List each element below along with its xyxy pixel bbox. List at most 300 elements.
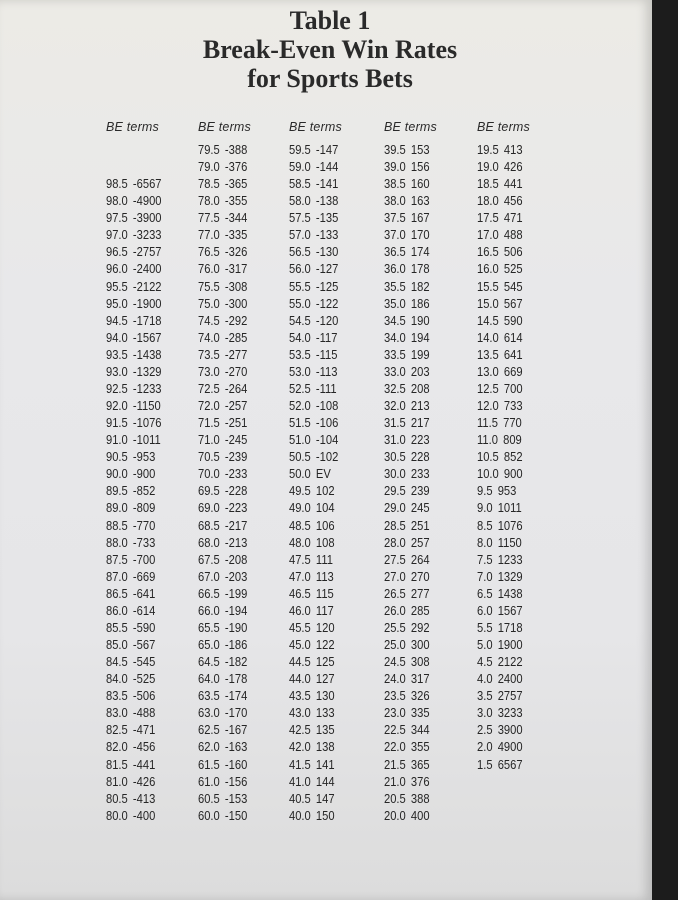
terms-value: 413 [503, 142, 523, 157]
terms-value: -178 [224, 671, 248, 687]
column-header: BE terms [384, 120, 437, 134]
be-value: 10.5 [477, 449, 499, 465]
be-value: 77.5 [198, 210, 220, 226]
terms-value: 292 [410, 619, 430, 635]
be-value: 28.5 [384, 517, 406, 533]
table-row [384, 704, 430, 721]
table-row [106, 209, 162, 226]
terms-value: -809 [132, 500, 156, 516]
terms-value: 174 [410, 244, 430, 260]
be-value: 8.5 [477, 517, 493, 533]
table-row [384, 209, 430, 226]
table-row [198, 448, 247, 465]
terms-value: 2400 [497, 671, 523, 687]
table-row [289, 619, 335, 636]
be-value: 21.5 [384, 756, 406, 772]
terms-value: -953 [132, 449, 156, 465]
table-row [198, 312, 247, 329]
be-value: 69.0 [198, 500, 220, 516]
table-row [106, 773, 155, 790]
terms-value: -186 [224, 637, 248, 653]
table-row [289, 260, 338, 277]
terms-value: 3900 [497, 722, 523, 738]
table-row [198, 534, 247, 551]
be-value: 80.0 [106, 807, 128, 823]
terms-value: 614 [503, 329, 523, 345]
terms-value: -471 [132, 722, 156, 738]
terms-value: 133 [315, 705, 335, 721]
table-row [198, 807, 247, 824]
be-value: 29.5 [384, 483, 406, 499]
table-row [198, 721, 247, 738]
table-row [289, 192, 338, 209]
table-row [198, 141, 247, 158]
table-row [198, 619, 247, 636]
terms-value: -170 [224, 705, 248, 721]
table-row [384, 807, 430, 824]
be-value: 46.0 [289, 602, 311, 618]
terms-value: -567 [132, 637, 156, 653]
table-row [384, 568, 430, 585]
table-row [384, 585, 430, 602]
be-value: 93.0 [106, 363, 128, 379]
table-row [198, 585, 247, 602]
table-row [384, 517, 430, 534]
table-row [289, 209, 338, 226]
terms-value: -130 [315, 244, 339, 260]
be-value: 4.0 [477, 671, 493, 687]
be-value: 73.0 [198, 363, 220, 379]
terms-value: -111 [315, 380, 337, 396]
be-value: 94.5 [106, 312, 128, 328]
terms-value: -213 [224, 534, 248, 550]
be-value: 13.5 [477, 346, 499, 362]
table-row [289, 278, 338, 295]
terms-value: -208 [224, 551, 248, 567]
be-value: 26.5 [384, 585, 406, 601]
be-value: 31.0 [384, 432, 406, 448]
be-value: 19.5 [477, 142, 499, 157]
terms-value: 426 [503, 159, 523, 175]
be-value: 60.5 [198, 790, 220, 806]
table-row [289, 756, 335, 773]
terms-value: 117 [315, 602, 334, 618]
be-value: 2.0 [477, 739, 493, 755]
terms-value: EV [315, 466, 331, 482]
terms-value: 1011 [497, 500, 522, 516]
terms-value: 317 [410, 671, 430, 687]
terms-value: 733 [503, 398, 523, 414]
table-row [384, 756, 430, 773]
be-value: 62.0 [198, 739, 220, 755]
be-value: 23.5 [384, 688, 406, 704]
be-value: 9.5 [477, 483, 493, 499]
table-row [477, 636, 523, 653]
be-value: 57.5 [289, 210, 311, 226]
be-value: 24.0 [384, 671, 406, 687]
table-row [477, 209, 523, 226]
table-row [198, 158, 247, 175]
table-row [106, 482, 155, 499]
terms-value: -115 [315, 346, 338, 362]
terms-value: -441 [132, 756, 156, 772]
terms-value: -147 [315, 142, 339, 157]
table-row [289, 636, 335, 653]
terms-value: 111 [315, 551, 333, 567]
table-row [198, 414, 247, 431]
table-row [477, 397, 523, 414]
terms-value: 199 [410, 346, 430, 362]
terms-value: -285 [224, 329, 248, 345]
table-row [198, 278, 247, 295]
terms-value: 3233 [497, 705, 523, 721]
terms-value: 156 [410, 159, 430, 175]
be-value: 46.5 [289, 585, 311, 601]
table-row [198, 636, 247, 653]
terms-value: -6567 [132, 176, 162, 192]
table-row [477, 192, 523, 209]
table-row [198, 670, 247, 687]
terms-value: 147 [315, 790, 335, 806]
table-row [198, 226, 247, 243]
table-row [289, 141, 338, 158]
table-row [106, 687, 155, 704]
be-value: 21.0 [384, 773, 406, 789]
table-row [289, 226, 338, 243]
table-row [198, 380, 247, 397]
table-row [384, 192, 430, 209]
be-value: 12.0 [477, 398, 499, 414]
table-row [384, 636, 430, 653]
table-row [289, 568, 334, 585]
be-value: 18.0 [477, 193, 499, 209]
terms-value: 144 [315, 773, 335, 789]
table-row [477, 414, 522, 431]
terms-value: -669 [132, 568, 156, 584]
terms-value: 809 [503, 432, 522, 448]
terms-value: 106 [315, 517, 335, 533]
terms-value: 153 [410, 142, 430, 157]
be-value: 59.0 [289, 159, 311, 175]
terms-value: 400 [410, 807, 430, 823]
be-value: 34.0 [384, 329, 406, 345]
terms-value: 115 [315, 585, 334, 601]
table-row [198, 397, 247, 414]
terms-value: -488 [132, 705, 156, 721]
be-value: 8.0 [477, 534, 493, 550]
be-value: 93.5 [106, 346, 128, 362]
table-row [289, 397, 338, 414]
table-row [384, 158, 430, 175]
be-value: 53.5 [289, 346, 311, 362]
terms-value: -122 [315, 295, 339, 311]
be-value: 27.0 [384, 568, 406, 584]
be-value: 44.0 [289, 671, 311, 687]
be-value: 20.5 [384, 790, 406, 806]
terms-value: -400 [132, 807, 156, 823]
terms-value: -614 [132, 602, 156, 618]
table-row [477, 141, 523, 158]
table-row [198, 363, 247, 380]
be-value: 63.5 [198, 688, 220, 704]
table-row [289, 807, 335, 824]
be-value: 94.0 [106, 329, 128, 345]
be-value: 61.5 [198, 756, 220, 772]
be-value: 50.0 [289, 466, 311, 482]
terms-value: 953 [497, 483, 517, 499]
terms-value: -388 [224, 142, 248, 157]
terms-value: 1438 [497, 585, 523, 601]
terms-value: 1150 [497, 534, 522, 550]
be-value: 86.5 [106, 585, 128, 601]
be-value: 40.5 [289, 790, 311, 806]
be-value: 3.0 [477, 705, 493, 721]
terms-value: -308 [224, 278, 248, 294]
table-row [106, 807, 155, 824]
table-row [106, 380, 162, 397]
table-row [106, 397, 161, 414]
be-value: 5.5 [477, 619, 493, 635]
terms-value: 1076 [497, 517, 523, 533]
table-row [384, 619, 430, 636]
be-value: 19.0 [477, 159, 499, 175]
title-line-2: Break-Even Win Rates [202, 35, 458, 64]
terms-value: -700 [132, 551, 156, 567]
table-row [384, 175, 430, 192]
terms-value: 127 [315, 671, 335, 687]
table-row [477, 295, 523, 312]
table-row [384, 790, 430, 807]
be-value: 4.5 [477, 654, 493, 670]
be-value: 48.5 [289, 517, 311, 533]
table-row [106, 568, 155, 585]
table-row [198, 653, 247, 670]
table-row [289, 448, 338, 465]
terms-value: 1329 [497, 568, 523, 584]
table-row [384, 721, 430, 738]
table-row [289, 482, 335, 499]
table-row [106, 499, 155, 516]
terms-value: -335 [224, 227, 248, 243]
terms-value: 1718 [497, 619, 523, 635]
be-value: 90.5 [106, 449, 128, 465]
table-row [477, 517, 523, 534]
be-value: 56.0 [289, 261, 311, 277]
table-row [289, 534, 335, 551]
be-value: 97.0 [106, 227, 128, 243]
table-row [289, 329, 337, 346]
terms-value: -641 [132, 585, 156, 601]
terms-value: 488 [503, 227, 523, 243]
table-row [106, 329, 162, 346]
be-value: 55.5 [289, 278, 311, 294]
table-row [106, 448, 155, 465]
table-row [384, 431, 430, 448]
terms-value: -3233 [132, 227, 162, 243]
table-row [289, 790, 335, 807]
terms-value: -1438 [132, 346, 162, 362]
table-row [384, 534, 430, 551]
terms-value: 376 [410, 773, 430, 789]
be-value: 33.0 [384, 363, 406, 379]
be-value: 38.5 [384, 176, 406, 192]
terms-value: 251 [410, 517, 430, 533]
terms-value: -239 [224, 449, 248, 465]
terms-value: 700 [503, 380, 523, 396]
be-value: 25.0 [384, 637, 406, 653]
table-row [289, 414, 338, 431]
be-value: 11.0 [477, 432, 498, 448]
table-row [477, 738, 523, 755]
terms-value: 2757 [497, 688, 523, 704]
table-row [384, 687, 430, 704]
terms-value: -182 [224, 654, 248, 670]
terms-value: 335 [410, 705, 430, 721]
terms-value: -376 [224, 159, 248, 175]
terms-value: -1011 [132, 432, 161, 448]
table-row [477, 585, 523, 602]
be-value: 59.5 [289, 142, 311, 157]
terms-value: -104 [315, 432, 339, 448]
terms-value: -1567 [132, 329, 162, 345]
terms-value: -1718 [132, 312, 162, 328]
table-row [106, 414, 162, 431]
table-row [477, 653, 523, 670]
be-value: 45.5 [289, 619, 311, 635]
table-row [106, 295, 162, 312]
be-value: 68.0 [198, 534, 220, 550]
terms-value: 182 [410, 278, 430, 294]
be-value: 66.5 [198, 585, 220, 601]
table-row [384, 499, 430, 516]
table-row [198, 517, 247, 534]
be-value: 58.0 [289, 193, 311, 209]
be-value: 67.5 [198, 551, 220, 567]
terms-value: 1900 [497, 637, 523, 653]
be-value: 30.0 [384, 466, 406, 482]
terms-value: -852 [132, 483, 156, 499]
terms-value: -1233 [132, 380, 162, 396]
be-value: 86.0 [106, 602, 128, 618]
table-row [477, 243, 523, 260]
be-value: 12.5 [477, 380, 499, 396]
table-row [477, 534, 522, 551]
terms-value: 163 [410, 193, 430, 209]
table-row [289, 670, 335, 687]
terms-value: 203 [410, 363, 430, 379]
be-value: 22.0 [384, 739, 406, 755]
terms-value: 135 [315, 722, 335, 738]
table-row [198, 499, 247, 516]
table-row [289, 585, 334, 602]
table-row [106, 363, 162, 380]
table-row [477, 312, 523, 329]
be-value: 84.0 [106, 671, 128, 687]
table-row [289, 721, 335, 738]
table-row [384, 312, 430, 329]
be-value: 3.5 [477, 688, 493, 704]
terms-value: 150 [315, 807, 335, 823]
table-row [289, 431, 338, 448]
terms-value: -217 [224, 517, 248, 533]
table-row [477, 363, 523, 380]
table-row [384, 738, 430, 755]
table-row [198, 243, 247, 260]
be-value: 49.0 [289, 500, 311, 516]
terms-value: 365 [410, 756, 430, 772]
table-row [477, 602, 523, 619]
table-row [477, 756, 523, 773]
table-row [477, 568, 523, 585]
be-value: 74.5 [198, 312, 220, 328]
terms-value: 770 [503, 415, 522, 431]
be-value: 75.0 [198, 295, 220, 311]
be-value: 79.5 [198, 142, 220, 157]
table-row [384, 278, 430, 295]
be-value: 22.5 [384, 722, 406, 738]
table-row [384, 380, 430, 397]
be-value: 29.0 [384, 500, 406, 516]
table-row [477, 226, 523, 243]
be-value: 36.5 [384, 244, 406, 260]
table-row [289, 158, 338, 175]
terms-value: 122 [315, 637, 335, 653]
table-row [106, 585, 155, 602]
table-row [384, 397, 430, 414]
terms-value: -1076 [132, 415, 162, 431]
be-value: 89.5 [106, 483, 128, 499]
be-value: 85.5 [106, 619, 128, 635]
be-value: 41.0 [289, 773, 311, 789]
table-row [198, 175, 247, 192]
table-row [384, 670, 430, 687]
be-value: 25.5 [384, 619, 406, 635]
be-value: 65.5 [198, 619, 220, 635]
terms-value: 264 [410, 551, 430, 567]
table-row [477, 329, 523, 346]
be-value: 44.5 [289, 654, 311, 670]
terms-value: -174 [224, 688, 248, 704]
be-value: 52.5 [289, 380, 311, 396]
table-row [384, 465, 430, 482]
terms-value: -344 [224, 210, 248, 226]
be-value: 47.0 [289, 568, 311, 584]
terms-value: -1329 [132, 363, 162, 379]
terms-value: -153 [224, 790, 248, 806]
table-row [106, 551, 155, 568]
terms-value: 308 [410, 654, 430, 670]
be-value: 37.0 [384, 227, 406, 243]
terms-value: 1233 [497, 551, 523, 567]
be-value: 84.5 [106, 654, 128, 670]
terms-value: -770 [132, 517, 156, 533]
table-row [477, 448, 523, 465]
table-row [289, 499, 335, 516]
table-row [198, 465, 247, 482]
terms-value: -245 [224, 432, 248, 448]
table-row [106, 278, 162, 295]
terms-value: 1567 [497, 602, 523, 618]
be-value: 49.5 [289, 483, 311, 499]
table-row [198, 568, 247, 585]
be-value: 81.5 [106, 756, 128, 772]
terms-value: -456 [132, 739, 156, 755]
terms-value: -251 [224, 415, 248, 431]
terms-value: -141 [315, 176, 339, 192]
table-row [106, 534, 155, 551]
terms-value: 525 [503, 261, 523, 277]
terms-value: -1150 [132, 398, 161, 414]
